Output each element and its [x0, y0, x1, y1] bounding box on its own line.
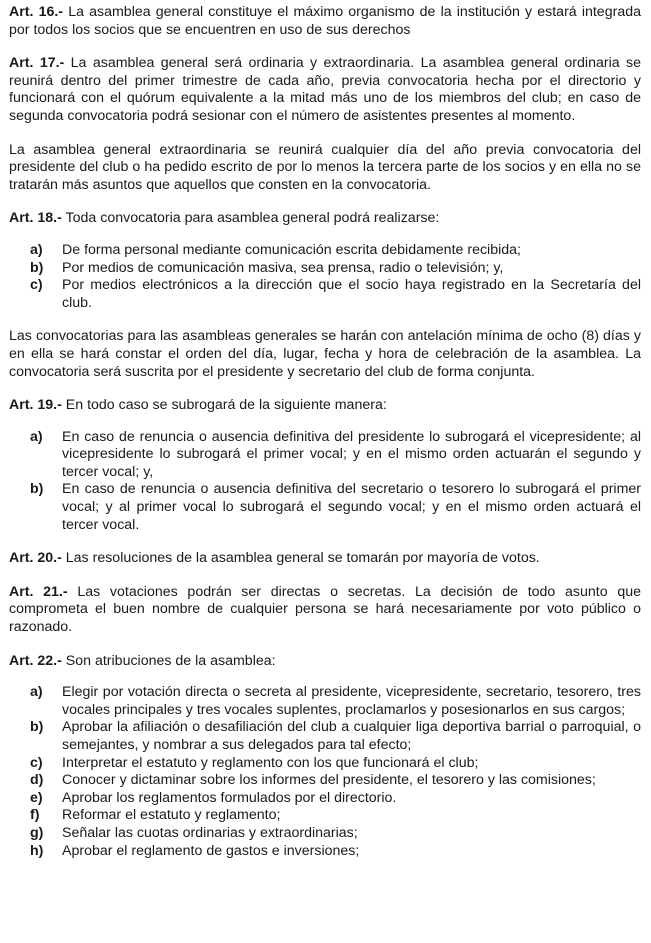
list-item — [9, 429, 641, 482]
article-text: Toda convocatoria para asamblea general podrá realizarse: — [65, 210, 440, 227]
article-text: La asamblea general será ordinaria y extraordinaria. La asamblea general ordinaria se reunirá dentro del primer trimestre de cada año, previa convocatoria hecha por el directorio y funcionará con el quórum equivalente a la mitad más uno de los miembros del club; en caso de segunda convocatoria podrá sesionar con el número de asistentes presentes al momento. — [9, 55, 641, 124]
article-20 — [9, 550, 641, 568]
article-number: Art. 19.- — [9, 397, 62, 414]
list-letter: d) — [30, 772, 44, 789]
list-text: Reformar el estatuto y reglamento; — [62, 807, 281, 824]
list-letter: b) — [30, 481, 44, 498]
list-text: Elegir por votación directa o secreta al presidente, vicepresidente, secretario, tesorero, tres vocales principales y tres vocales suplentes, proclamarlos y posesionarlos en sus cargos; — [62, 684, 641, 718]
list-item — [9, 481, 641, 534]
article-21 — [9, 584, 641, 637]
list-text: En caso de renuncia o ausencia definitiva del secretario o tesorero lo subrogará el primer vocal; y al primer vocal lo subrogará el segundo vocal; y en el mismo orden actuará el tercer vocal. — [62, 481, 641, 533]
list-letter: a) — [30, 241, 43, 258]
article-18 — [9, 210, 641, 228]
list-letter: b) — [30, 719, 44, 736]
article-19 — [9, 397, 641, 415]
article-18-list — [9, 242, 641, 312]
article-22-list — [9, 684, 641, 860]
list-item — [9, 277, 641, 312]
list-letter: a) — [30, 684, 43, 701]
list-item — [9, 755, 641, 773]
article-number: Art. 21.- — [9, 583, 68, 600]
article-22 — [9, 653, 641, 671]
article-18-paragraph-2: Las convocatorias para las asambleas generales se harán con antelación mínima de ocho (8) días y en ella se hará constar el orden del día, lugar, fecha y hora de celebración de la asamblea. La convocatoria será suscrita por el presidente y secretario del club de forma conjunta. — [9, 328, 641, 380]
list-item — [9, 807, 641, 825]
list-item — [9, 260, 641, 278]
list-letter: e) — [30, 789, 43, 806]
list-text: Interpretar el estatuto y reglamento con los que funcionará el club; — [62, 754, 479, 771]
article-number: Art. 20.- — [9, 550, 62, 567]
list-item — [9, 843, 641, 861]
list-text: Aprobar los reglamentos formulados por el directorio. — [62, 789, 397, 806]
list-text: Señalar las cuotas ordinarias y extraordinarias; — [62, 824, 358, 841]
list-text: Por medios electrónicos a la dirección que el socio haya registrado en la Secretaría del club. — [62, 277, 641, 311]
article-text: En todo caso se subrogará de la siguiente manera: — [65, 397, 387, 414]
article-text: La asamblea general constituye el máximo organismo de la institución y estará integrada por todos los socios que se encuentren en uso de sus derechos — [9, 4, 641, 38]
article-number: Art. 17.- — [9, 55, 65, 72]
article-17-paragraph-2: La asamblea general extraordinaria se reunirá cualquier día del año previa convocatoria del presidente del club o ha pedido escrito de por lo menos la tercera parte de los socios y en ella no se tratarán más asuntos que aquellos que consten en la convocatoria. — [9, 141, 641, 193]
list-text: Aprobar la afiliación o desafiliación del club a cualquier liga deportiva barrial o parroquial, o semejantes, y nombrar a sus delegados para tal efecto; — [62, 719, 641, 753]
article-number: Art. 16.- — [9, 4, 64, 20]
list-item — [9, 790, 641, 808]
article-number: Art. 18.- — [9, 210, 62, 227]
list-letter: c) — [30, 277, 43, 294]
article-19-list — [9, 429, 641, 535]
list-text: Aprobar el reglamento de gastos e inversiones; — [62, 842, 360, 859]
article-text: Son atribuciones de la asamblea: — [65, 652, 276, 669]
article-number: Art. 22.- — [9, 652, 62, 669]
list-item — [9, 719, 641, 754]
list-letter: f) — [30, 807, 40, 824]
list-letter: b) — [30, 259, 44, 276]
article-17 — [9, 55, 641, 125]
list-text: De forma personal mediante comunicación escrita debidamente recibida; — [62, 241, 521, 258]
list-letter: c) — [30, 754, 43, 771]
article-text: Las votaciones podrán ser directas o secretas. La decisión de todo asunto que comprometa el buen nombre de cualquier persona se hará necesariamente por voto público o razonado. — [9, 583, 641, 636]
list-text: Conocer y dictaminar sobre los informes del presidente, el tesorero y las comisiones; — [62, 772, 596, 789]
document-page — [9, 4, 641, 876]
list-item — [9, 242, 641, 260]
list-letter: h) — [30, 842, 44, 859]
list-letter: g) — [30, 824, 44, 841]
list-text: Por medios de comunicación masiva, sea prensa, radio o televisión; y, — [62, 259, 504, 276]
article-text: Las resoluciones de la asamblea general se tomarán por mayoría de votos. — [65, 550, 540, 567]
article-16 — [9, 4, 641, 39]
list-item — [9, 825, 641, 843]
list-text: En caso de renuncia o ausencia definitiva del presidente lo subrogará el vicepresidente; al vicepresidente lo subrogará el primer vocal; y en el mismo orden actuarán el segundo y tercer vocal; y, — [62, 428, 641, 480]
list-letter: a) — [30, 428, 43, 445]
list-item — [9, 684, 641, 719]
list-item — [9, 772, 641, 790]
